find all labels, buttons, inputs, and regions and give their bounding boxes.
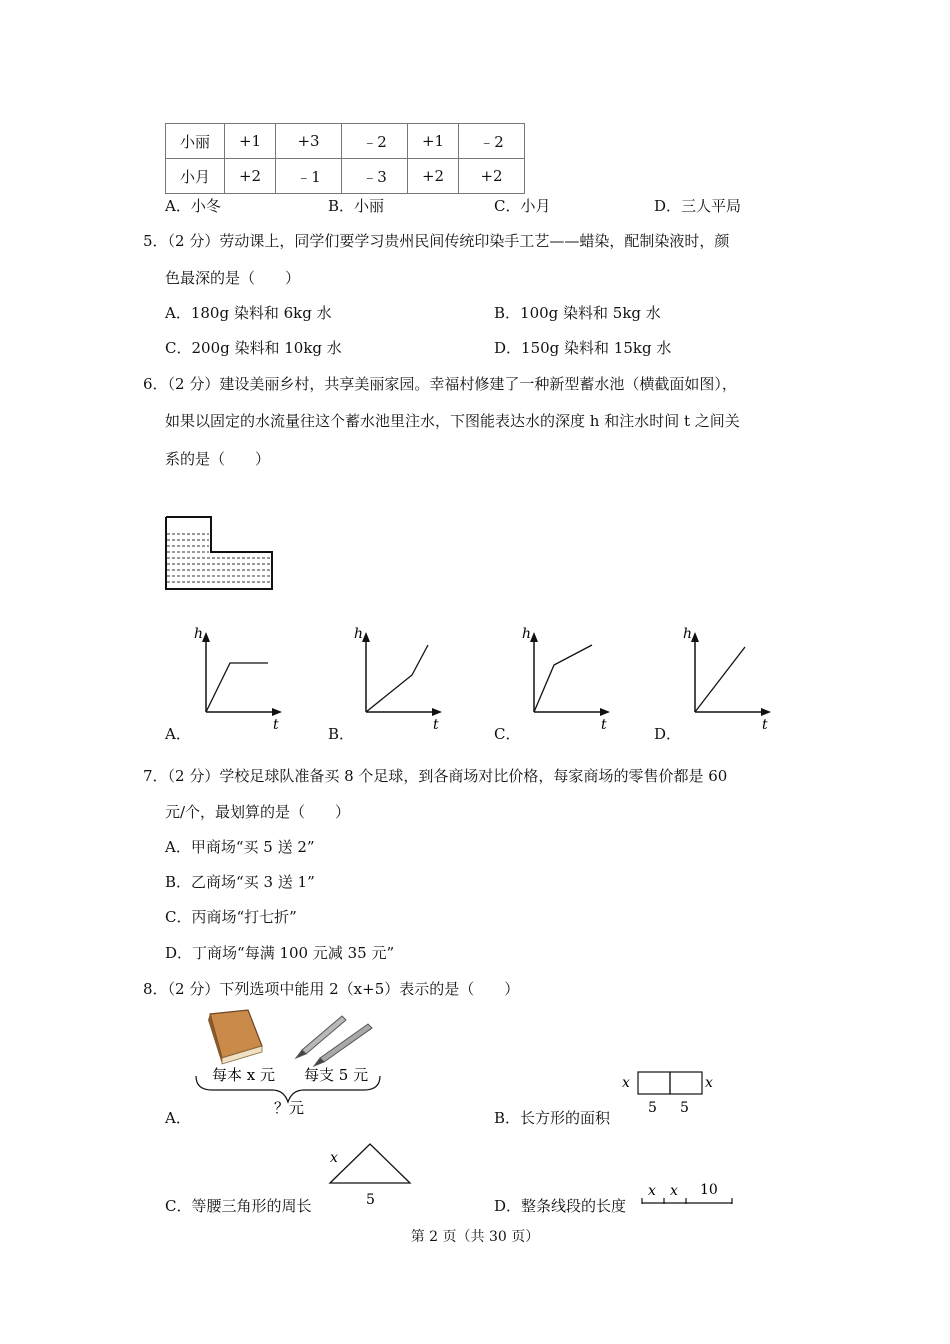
q4-option-d[interactable]: D．三人平局: [654, 197, 742, 215]
table-cell: ﹣3: [342, 159, 408, 194]
table-cell: +1: [408, 124, 459, 159]
rect-side-x: x: [705, 1075, 713, 1091]
axis-label-t: t: [433, 717, 439, 730]
segment-x: x: [648, 1183, 656, 1199]
score-table: [165, 123, 525, 194]
q8-option-c[interactable]: C．等腰三角形的周长: [165, 1197, 312, 1215]
q6-option-c[interactable]: C．: [494, 725, 521, 743]
axis-label-h: h: [683, 626, 693, 642]
q4-option-c[interactable]: C．小月: [494, 197, 551, 215]
table-cell: 小丽: [166, 124, 225, 159]
pen-price: 每支 5 元: [304, 1066, 369, 1084]
q7-option-d[interactable]: D．丁商场“每满 100 元减 35 元”: [165, 944, 395, 962]
table-cell: +1: [225, 124, 276, 159]
q7-option-b[interactable]: B．乙商场“买 3 送 1”: [165, 873, 315, 891]
rect-side-5: 5: [680, 1100, 689, 1116]
table-row: [166, 124, 525, 159]
book-price: 每本 x 元: [212, 1066, 275, 1084]
q5-option-d[interactable]: D．150g 染料和 15kg 水: [494, 339, 672, 357]
triangle-base-5: 5: [366, 1192, 375, 1208]
axis-label-h: h: [522, 626, 532, 642]
triangle-side-x: x: [330, 1150, 338, 1166]
q6-option-b[interactable]: B．: [328, 725, 355, 743]
axis-label-t: t: [273, 717, 279, 730]
q4-option-a[interactable]: A．小冬: [165, 197, 221, 215]
page-footer: 第 2 页（共 30 页）: [410, 1229, 540, 1245]
q7-stem-line2: 元/个，最划算的是（ ）: [165, 803, 351, 821]
rect-side-5: 5: [648, 1100, 657, 1116]
q5-option-a[interactable]: A．180g 染料和 6kg 水: [165, 304, 332, 322]
graph-a[interactable]: [188, 622, 288, 730]
table-cell: 小月: [166, 159, 225, 194]
segment-x: x: [670, 1183, 678, 1199]
table-cell: ﹣2: [342, 124, 408, 159]
table-cell: +2: [459, 159, 525, 194]
q8-stem: 8．（2 分）下列选项中能用 2（x+5）表示的是（ ）: [143, 980, 520, 998]
q8-option-a[interactable]: A．: [165, 1109, 191, 1127]
q8-option-b-figure: [616, 1066, 722, 1118]
graph-b[interactable]: [348, 622, 448, 730]
reservoir-figure: [163, 514, 275, 592]
q6-option-d[interactable]: D．: [654, 725, 682, 743]
q7-stem-line1: 7．（2 分）学校足球队准备买 8 个足球，到各商场对比价格，每家商场的零售价都是 60: [143, 767, 728, 785]
table-cell: +3: [276, 124, 342, 159]
graph-d[interactable]: [677, 622, 777, 730]
segment-10: 10: [700, 1182, 718, 1198]
graph-c[interactable]: [516, 622, 616, 730]
q5-option-b[interactable]: B．100g 染料和 5kg 水: [494, 304, 661, 322]
q6-stem-line3: 系的是（ ）: [165, 450, 271, 468]
axis-label-h: h: [194, 626, 204, 642]
axis-label-t: t: [601, 717, 607, 730]
q5-stem-line1: 5．（2 分）劳动课上，同学们要学习贵州民间传统印染手工艺——蜡染，配制染液时，颜: [143, 232, 730, 250]
q7-option-a[interactable]: A．甲商场“买 5 送 2”: [165, 838, 315, 856]
table-cell: ﹣2: [459, 124, 525, 159]
q5-stem-line2: 色最深的是（ ）: [165, 269, 301, 287]
table-row: [166, 159, 525, 194]
table-cell: +2: [225, 159, 276, 194]
q6-stem-line2: 如果以固定的水流量往这个蓄水池里注水，下图能表达水的深度 h 和注水时间 t 之间关: [165, 412, 740, 430]
book-icon: [208, 1010, 262, 1064]
axis-label-t: t: [762, 717, 768, 730]
rect-side-x: x: [622, 1075, 630, 1091]
q6-option-a[interactable]: A．: [165, 725, 191, 743]
q6-stem-line1: 6．（2 分）建设美丽乡村，共享美丽家园。幸福村修建了一种新型蓄水池（横截面如图），: [143, 375, 737, 393]
q8-option-d[interactable]: D．整条线段的长度: [494, 1197, 627, 1215]
table-cell: +2: [408, 159, 459, 194]
q5-option-c[interactable]: C．200g 染料和 10kg 水: [165, 339, 342, 357]
axis-label-h: h: [354, 626, 364, 642]
q4-option-b[interactable]: B．小丽: [328, 197, 385, 215]
q8-option-b[interactable]: B．长方形的面积: [494, 1109, 611, 1127]
total-price: ？元: [274, 1099, 305, 1116]
q8-option-d-figure: [640, 1178, 736, 1208]
pen-icon: [296, 1016, 372, 1066]
q7-option-c[interactable]: C．丙商场“打七折”: [165, 908, 297, 926]
q8-option-c-figure: [324, 1140, 416, 1210]
table-cell: ﹣1: [276, 159, 342, 194]
q8-option-a-figure: [190, 1006, 390, 1116]
